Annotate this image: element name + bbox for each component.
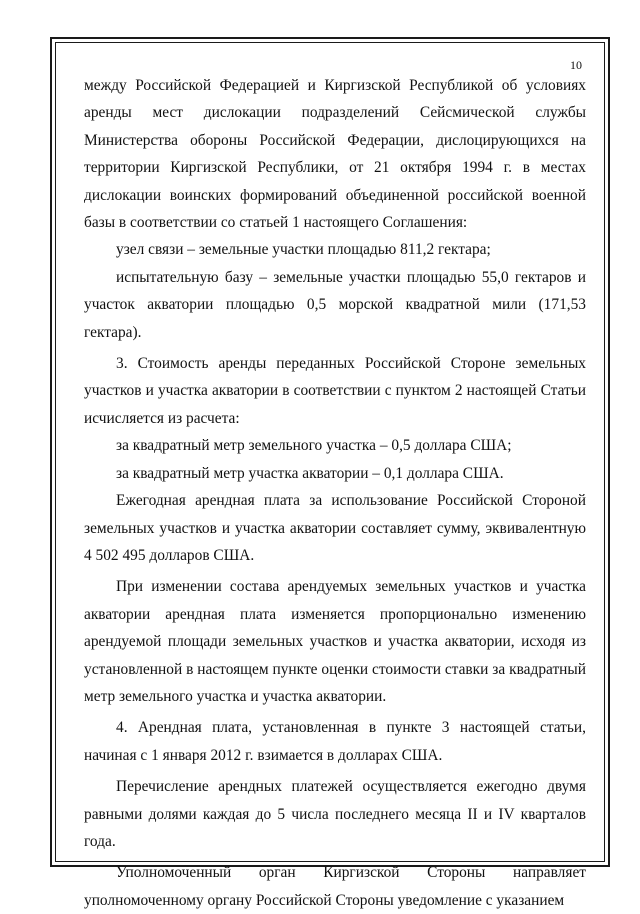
paragraph-lease-cost: 3. Стоимость аренды переданных Российской Стороне земельных участков и участка акватории в соответствии с пунктом 2 настоящей Статьи исчисляется из расчета: (84, 355, 586, 427)
paragraph-annual-rent: Ежегодная арендная плата за использование Российской Стороной земельных участков и участка акватории составляет сумму, эквивалентную 4 502 495 долларов США. (84, 492, 586, 564)
paragraph-rent-change: При изменении состава арендуемых земельных участков и участка акватории арендная плата изменяется пропорционально изменению арендуемой площади земельных участков и участка акватории, исходя из установленной в настоящем пункте оценки стоимости ставки за квадратный метр земельного участка и участка акватории. (84, 578, 586, 705)
paragraph-lease-agreement-context: между Российской Федерацией и Киргизской Республикой об условиях аренды мест дислокации подразделений Сейсмической службы Министерства обороны Российской Федерации, дислоцирующихся на территории Киргизской Республики, от 21 октября 1994 г. в местах дислокации воинских формирований объединенной российской военной базы в соответствии со статьей 1 настоящего Соглашения: (84, 77, 586, 232)
paragraph-test-base: испытательную базу – земельные участки площадью 55,0 гектаров и участок акватории площадью 0,5 морской квадратной мили (171,53 гектара). (84, 268, 586, 341)
paragraph-land-rate: за квадратный метр земельного участка – 0,5 доллара США; (116, 437, 512, 455)
paragraph-communication-node: узел связи – земельные участки площадью 811,2 гектара; (116, 241, 491, 259)
paragraph-payment-schedule: Перечисление арендных платежей осуществляется ежегодно двумя равными долями каждая до 5 числа последнего месяца II и IV кварталов года. (84, 778, 586, 850)
paragraph-rent-currency: 4. Арендная плата, установленная в пункте 3 настоящей статьи, начиная с 1 января 2012 г. взимается в долларах США. (84, 719, 586, 764)
paragraph-water-rate: за квадратный метр участка акватории – 0,1 доллара США. (116, 464, 504, 482)
document-body (84, 72, 586, 914)
page-number: 10 (570, 58, 582, 72)
paragraph-notification: Уполномоченный орган Киргизской Стороны направляет уполномоченному органу Российской Стороны уведомление с указанием (84, 864, 586, 909)
